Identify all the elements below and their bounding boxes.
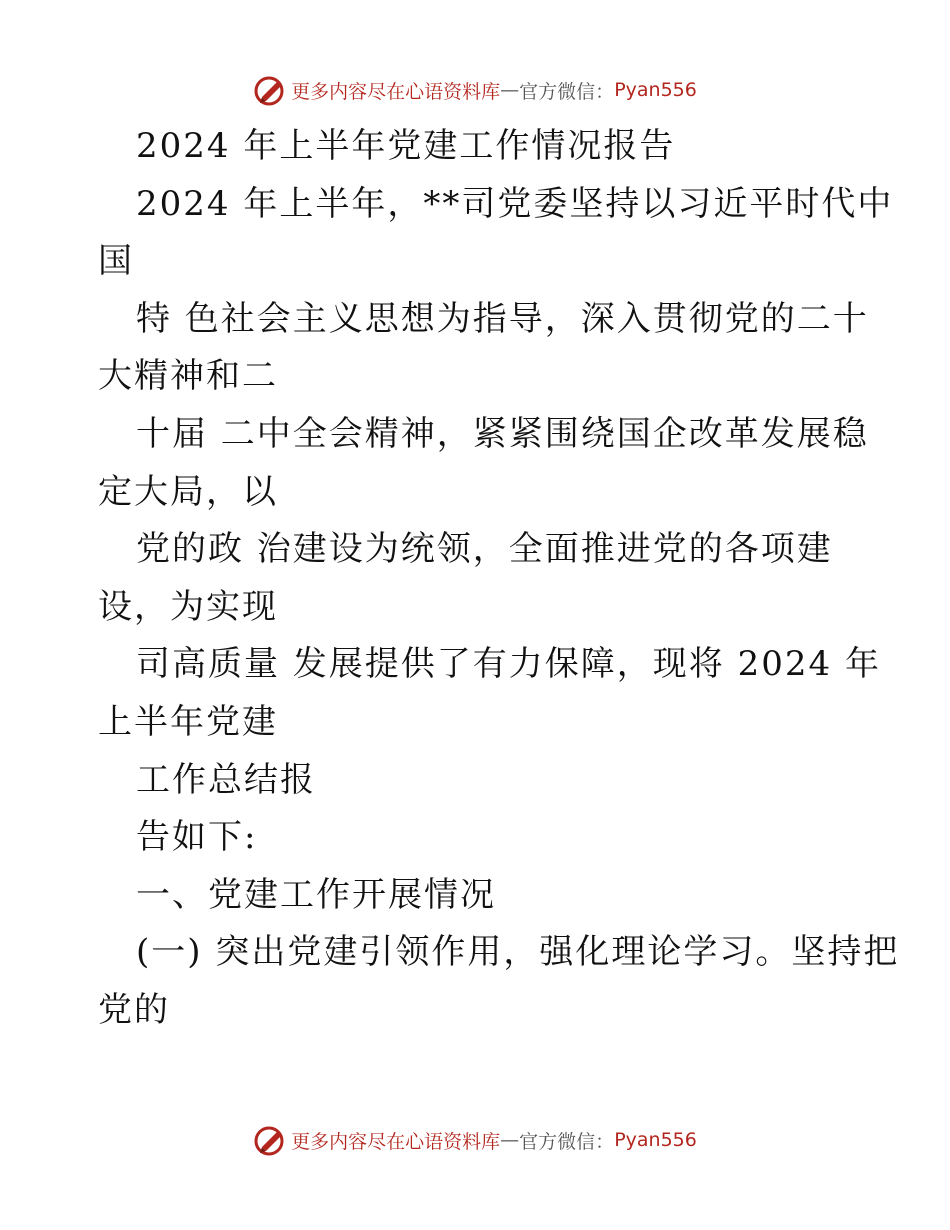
watermark-header [0,70,950,110]
watermark-text: 更多内容尽在心语资料库 [291,80,501,103]
text-line: 2024 年上半年，**司党委坚持以习近平时代中 [136,183,894,224]
watermark-footer [0,1120,950,1160]
watermark-account: Pyan556 [614,1129,697,1151]
watermark-text: 更多内容尽在心语资料库 [291,1130,501,1153]
watermark-account: Pyan556 [614,79,697,101]
text-line: 大精神和二 [98,356,278,397]
text-line: 2024 年上半年党建工作情况报告 [136,126,676,166]
text-line: 国 [98,241,134,282]
watermark-dash: — [500,79,520,101]
text-line: 设，为实现 [98,586,278,627]
watermark-label: 官方微信： [519,80,615,103]
text-line: 告如下: [136,817,258,858]
text-line: 司高质量 发展提供了有力保障，现将 2024 年 [136,644,881,685]
pen-logo-icon [253,1123,287,1157]
text-line: 十届 二中全会精神，紧紧围绕国企改革发展稳 [136,413,869,454]
text-line: (一) 突出党建引领作用，强化理论学习。坚持把 [136,932,900,973]
watermark-label: 官方微信： [519,1130,615,1153]
pen-logo-icon [253,73,287,107]
text-line: 定大局，以 [98,471,278,512]
text-line: 工作总结报 [136,759,316,800]
text-line: 特 色社会主义思想为指导，深入贯彻党的二十 [136,298,869,339]
watermark-dash: — [500,1129,520,1151]
text-line: 党的政 治建设为统领，全面推进党的各项建 [136,529,833,570]
text-line: 党的 [98,989,170,1030]
text-line: 一、党建工作开展情况 [136,874,496,915]
text-line: 上半年党建 [98,701,278,742]
document-body [98,118,900,1040]
